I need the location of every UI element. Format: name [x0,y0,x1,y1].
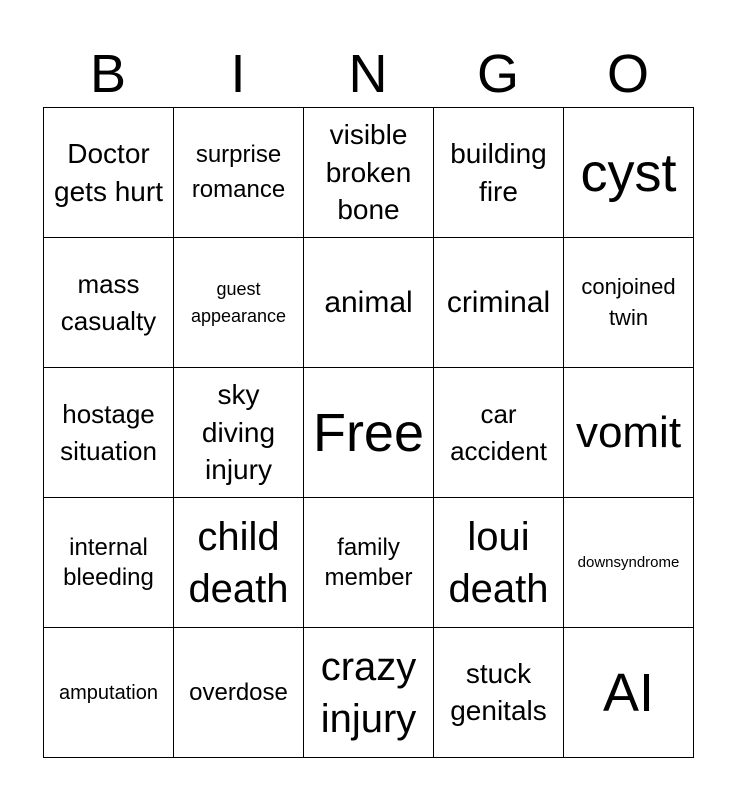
header-letter-n: N [348,44,388,104]
cell-label: loui death [448,514,549,611]
cell-label: sky diving injury [201,378,276,486]
bingo-cell-r4-c1[interactable] [44,498,174,628]
bingo-cell-r4-c5[interactable] [564,498,694,628]
bingo-cell-r3-c1[interactable] [44,368,174,498]
cell-label: downsyndrome [577,553,680,571]
cell-label: surprise romance [191,140,286,203]
bingo-cell-r5-c5[interactable] [564,628,694,758]
cell-label: building fire [450,137,547,207]
cell-label: hostage situation [60,399,157,466]
bingo-cell-r4-c2[interactable] [174,498,304,628]
bingo-cell-r1-c1[interactable] [44,108,174,238]
free-space: Free [312,402,425,463]
cell-label: mass casualty [60,269,157,336]
bingo-board [43,107,694,758]
cell-label: child death [188,514,289,611]
bingo-cell-r2-c2[interactable] [174,238,304,368]
header-letter-g: G [476,44,519,104]
bingo-cell-r5-c4[interactable] [434,628,564,758]
cell-label: AI [602,662,655,723]
header-letter-b: B [89,44,127,104]
bingo-cell-r5-c1[interactable] [44,628,174,758]
bingo-cell-r2-c5[interactable] [564,238,694,368]
bingo-cell-r1-c5[interactable] [564,108,694,238]
bingo-cell-r3-c2[interactable] [174,368,304,498]
cell-label: guest appearance [190,279,287,326]
cell-label: car accident [450,399,547,466]
cell-label: animal [324,285,413,319]
bingo-cell-r3-c4[interactable] [434,368,564,498]
bingo-cell-r3-c5[interactable] [564,368,694,498]
cell-label: cyst [580,142,677,203]
cell-label: vomit [575,407,682,457]
bingo-cell-r5-c2[interactable] [174,628,304,758]
cell-label: amputation [59,681,158,704]
header-letter-i: I [230,44,246,104]
cell-label: visible broken bone [325,118,412,226]
bingo-cell-r2-c1[interactable] [44,238,174,368]
cell-label: overdose [189,678,288,706]
bingo-cell-r2-c3[interactable] [304,238,434,368]
cell-label: family member [324,533,413,591]
bingo-cell-r3-c3[interactable] [304,368,434,498]
bingo-cell-r5-c3[interactable] [304,628,434,758]
bingo-cell-r1-c4[interactable] [434,108,564,238]
bingo-cell-r1-c3[interactable] [304,108,434,238]
bingo-header [43,40,693,108]
bingo-cell-r1-c2[interactable] [174,108,304,238]
bingo-cell-r4-c3[interactable] [304,498,434,628]
cell-label: criminal [446,285,551,319]
cell-label: Doctor gets hurt [54,137,163,207]
bingo-cell-r2-c4[interactable] [434,238,564,368]
cell-label: crazy injury [320,644,417,741]
bingo-cell-r4-c4[interactable] [434,498,564,628]
cell-label: stuck genitals [450,658,547,726]
cell-label: conjoined twin [581,273,676,330]
cell-label: internal bleeding [63,533,154,591]
header-letter-o: O [606,44,649,104]
